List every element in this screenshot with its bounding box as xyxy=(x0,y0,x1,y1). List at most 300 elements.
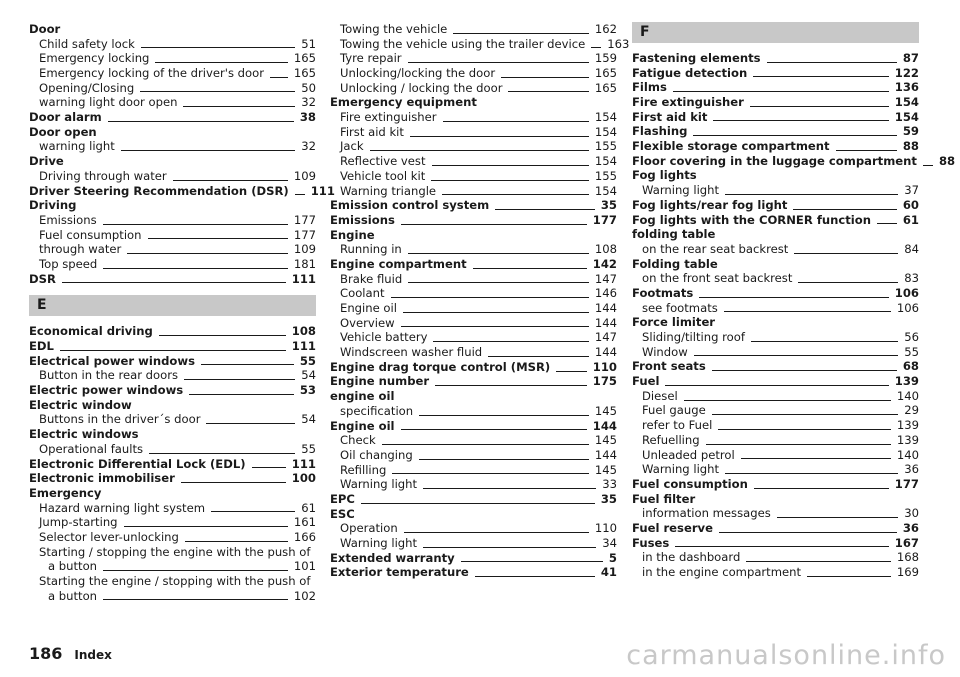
index-subentry xyxy=(330,477,617,492)
entry-term: Electrical power windows xyxy=(29,353,195,368)
leader-line xyxy=(183,106,295,107)
watermark: carmanualsonline.info xyxy=(626,640,946,671)
index-subentry xyxy=(29,368,316,383)
page-reference[interactable]: 177 xyxy=(592,212,617,227)
index-entry xyxy=(330,551,617,566)
index-subentry xyxy=(330,521,617,536)
entry-term: Fuel reserve xyxy=(632,520,713,535)
page-reference[interactable]: 55 xyxy=(904,344,919,359)
entry-term: Emissions xyxy=(39,212,97,227)
page-reference[interactable]: 181 xyxy=(293,256,316,271)
page-reference[interactable]: 139 xyxy=(896,418,919,433)
entry-term: Operation xyxy=(340,521,398,536)
index-entry xyxy=(632,374,919,389)
page-reference[interactable]: 84 xyxy=(904,241,919,256)
page-reference[interactable]: 145 xyxy=(594,433,617,448)
index-entry xyxy=(632,286,919,301)
index-subentry xyxy=(632,550,919,565)
page-reference[interactable]: 175 xyxy=(592,374,617,389)
index-entry xyxy=(29,339,316,354)
leader-line xyxy=(488,356,589,357)
leader-line xyxy=(124,526,288,527)
leader-line xyxy=(753,76,889,77)
page-reference[interactable]: 106 xyxy=(894,285,919,300)
leader-line xyxy=(693,135,896,136)
entry-term: Unleaded petrol xyxy=(642,447,735,462)
page-reference[interactable]: 51 xyxy=(301,36,316,51)
entry-term: Starting the engine / stopping with the push of xyxy=(39,574,311,589)
leader-line xyxy=(103,570,288,571)
page-reference[interactable]: 36 xyxy=(902,520,919,535)
index-entry xyxy=(632,536,919,551)
entry-term: Selector lever-unlocking xyxy=(39,529,179,544)
page-reference[interactable]: 37 xyxy=(904,183,919,198)
page-reference[interactable]: 146 xyxy=(594,286,617,301)
page-reference[interactable]: 144 xyxy=(594,447,617,462)
entry-term: Opening/Closing xyxy=(39,80,135,95)
index-subentry xyxy=(632,448,919,463)
page-reference[interactable]: 55 xyxy=(301,441,316,456)
index-subentry xyxy=(29,242,316,257)
index-subentry xyxy=(29,213,316,228)
index-entry xyxy=(29,110,316,125)
index-subentry xyxy=(29,81,316,96)
index-subentry xyxy=(330,169,617,184)
leader-line xyxy=(556,371,587,372)
entry-term: Emergency equipment xyxy=(330,95,477,110)
leader-line xyxy=(391,297,589,298)
page-reference[interactable]: 145 xyxy=(594,403,617,418)
leader-line xyxy=(121,150,295,151)
entry-term: Warning light xyxy=(642,462,720,477)
entry-term: Child safety lock xyxy=(39,36,135,51)
page-reference[interactable]: 88 xyxy=(938,153,956,168)
entry-term: Brake fluid xyxy=(340,271,403,286)
leader-line xyxy=(673,91,889,92)
entry-term: Front seats xyxy=(632,359,706,374)
page-reference[interactable]: 30 xyxy=(904,506,919,521)
index-entry xyxy=(632,153,956,169)
page-reference[interactable]: 162 xyxy=(594,21,617,36)
entry-term: Vehicle battery xyxy=(340,330,428,345)
index-subentry xyxy=(632,183,919,198)
entry-term: Starting / stopping the engine with the push of xyxy=(39,544,311,559)
entry-term: Fog lights/rear fog light xyxy=(632,197,788,212)
entry-term: Folding table xyxy=(632,256,718,271)
entry-term: Fatigue detection xyxy=(632,65,748,80)
index-entry xyxy=(29,324,316,339)
page-reference[interactable]: 154 xyxy=(894,95,919,110)
index-subentry xyxy=(632,330,919,345)
entry-term: Emissions xyxy=(330,212,395,227)
leader-line xyxy=(741,458,891,459)
page-reference[interactable]: 165 xyxy=(594,80,617,95)
index-subentry xyxy=(29,574,316,589)
entry-term: Warning light xyxy=(340,477,418,492)
page-reference[interactable]: 109 xyxy=(293,242,316,257)
leader-line xyxy=(201,364,294,365)
leader-line xyxy=(694,355,899,356)
page-reference[interactable]: 144 xyxy=(594,345,617,360)
entry-term: Electric windows xyxy=(29,427,139,442)
page-reference[interactable]: 111 xyxy=(291,456,316,471)
leader-line xyxy=(807,576,891,577)
section-letter: F xyxy=(632,22,919,43)
page-reference[interactable]: 155 xyxy=(594,168,617,183)
page-reference[interactable]: 83 xyxy=(904,271,919,286)
entry-term: Running in xyxy=(340,242,402,257)
index-entry xyxy=(29,154,316,169)
entry-term: Towing the vehicle xyxy=(340,21,448,36)
entry-term: Refuelling xyxy=(642,432,700,447)
leader-line xyxy=(798,282,898,283)
leader-line xyxy=(401,429,587,430)
index-subentry xyxy=(330,463,617,478)
page-reference[interactable]: 29 xyxy=(904,403,919,418)
index-entry xyxy=(632,198,919,213)
index-subentry xyxy=(632,404,919,419)
entry-term: Fog lights with the CORNER function xyxy=(632,212,871,227)
leader-line xyxy=(725,194,898,195)
page-reference[interactable]: 169 xyxy=(896,565,919,580)
index-subentry xyxy=(632,433,919,448)
page-reference[interactable]: 110 xyxy=(592,359,617,374)
entry-term: Door alarm xyxy=(29,110,102,125)
page-reference[interactable]: 33 xyxy=(602,477,617,492)
leader-line xyxy=(206,423,295,424)
index-subentry xyxy=(29,501,316,516)
index-subentry xyxy=(330,330,617,345)
leader-line xyxy=(719,532,897,533)
index-entry xyxy=(330,419,617,434)
entry-term: Fire extinguisher xyxy=(632,95,744,110)
page-reference[interactable]: 177 xyxy=(293,212,316,227)
leader-line xyxy=(591,47,601,48)
entry-term: Economical driving xyxy=(29,324,153,339)
entry-term: Emission control system xyxy=(330,198,490,213)
entry-term: Reflective vest xyxy=(340,154,426,169)
leader-line xyxy=(148,238,288,239)
page-reference[interactable]: 88 xyxy=(902,139,919,154)
index-column-3 xyxy=(632,22,956,580)
page-reference[interactable]: 139 xyxy=(894,374,919,389)
leader-line xyxy=(60,350,286,351)
page-reference[interactable]: 54 xyxy=(301,412,316,427)
page-reference[interactable]: 139 xyxy=(896,432,919,447)
page-reference[interactable]: 165 xyxy=(293,66,316,81)
page-reference[interactable]: 102 xyxy=(293,588,316,603)
index-subentry xyxy=(632,418,919,433)
index-entry xyxy=(330,198,617,213)
leader-line xyxy=(767,62,897,63)
leader-line xyxy=(408,282,589,283)
index-entry xyxy=(632,477,919,492)
entry-term: a button xyxy=(48,588,98,603)
page-reference[interactable]: 56 xyxy=(904,330,919,345)
leader-line xyxy=(725,473,898,474)
entry-term: Fog lights xyxy=(632,168,697,183)
leader-line xyxy=(706,444,891,445)
entry-term: Electronic immobiliser xyxy=(29,471,175,486)
page-reference[interactable]: 154 xyxy=(894,109,919,124)
page-reference[interactable]: 111 xyxy=(310,183,335,198)
entry-term: Drive xyxy=(29,154,64,169)
entry-term: Exterior temperature xyxy=(330,565,469,580)
entry-term: Door open xyxy=(29,124,97,139)
leader-line xyxy=(675,546,889,547)
index-entry xyxy=(632,110,919,125)
index-entry xyxy=(632,359,919,374)
leader-line xyxy=(877,223,897,224)
leader-line xyxy=(495,209,595,210)
index-entry xyxy=(29,22,316,37)
leader-line xyxy=(408,253,589,254)
index-subentry xyxy=(632,462,919,477)
index-entry xyxy=(29,354,316,369)
page-reference[interactable]: 32 xyxy=(301,95,316,110)
page-reference[interactable]: 161 xyxy=(293,515,316,530)
entry-term: Coolant xyxy=(340,286,385,301)
page-reference[interactable]: 168 xyxy=(896,550,919,565)
index-entry xyxy=(632,227,919,242)
index-subentry xyxy=(330,272,617,287)
page-reference[interactable]: 167 xyxy=(894,535,919,550)
leader-line xyxy=(750,106,889,107)
page-reference[interactable]: 154 xyxy=(594,154,617,169)
index-subentry xyxy=(632,506,919,521)
page-reference[interactable]: 35 xyxy=(600,491,617,506)
index-subentry xyxy=(29,530,316,545)
page-reference[interactable]: 147 xyxy=(594,330,617,345)
leader-line xyxy=(443,121,589,122)
leader-line xyxy=(836,150,897,151)
entry-term: Engine oil xyxy=(340,301,397,316)
page-reference[interactable]: 32 xyxy=(301,139,316,154)
page-reference[interactable]: 165 xyxy=(293,51,316,66)
entry-term: First aid kit xyxy=(340,124,404,139)
page-reference[interactable]: 144 xyxy=(594,301,617,316)
page-reference[interactable]: 87 xyxy=(902,50,919,65)
index-entry xyxy=(29,486,316,501)
index-column-1 xyxy=(29,21,335,603)
index-subentry xyxy=(632,271,919,286)
entry-term: in the engine compartment xyxy=(642,565,802,580)
leader-line xyxy=(149,453,295,454)
page-reference[interactable]: 136 xyxy=(894,80,919,95)
index-entry xyxy=(29,272,316,287)
entry-term: EPC xyxy=(330,491,355,506)
page-reference[interactable]: 53 xyxy=(299,383,316,398)
page-reference[interactable]: 111 xyxy=(291,339,316,354)
leader-line xyxy=(159,335,286,336)
entry-term: Warning light xyxy=(642,183,720,198)
leader-line xyxy=(712,414,899,415)
index-entry xyxy=(632,51,919,66)
entry-term: Extended warranty xyxy=(330,550,455,565)
entry-term: Vehicle tool kit xyxy=(340,168,426,183)
index-subentry xyxy=(330,125,617,140)
page-reference[interactable]: 60 xyxy=(902,197,919,212)
index-subentry xyxy=(330,81,617,96)
page-reference[interactable]: 159 xyxy=(594,51,617,66)
page-reference[interactable]: 142 xyxy=(592,256,617,271)
page-reference[interactable]: 54 xyxy=(301,368,316,383)
index-entry xyxy=(29,198,316,213)
index-entry xyxy=(632,124,919,139)
entry-term: folding table xyxy=(632,227,716,242)
page-reference[interactable]: 163 xyxy=(607,36,630,51)
leader-line xyxy=(718,429,890,430)
entry-term: Window xyxy=(642,344,688,359)
entry-term: engine oil xyxy=(330,389,395,404)
leader-line xyxy=(270,77,288,78)
page-reference[interactable]: 106 xyxy=(896,300,919,315)
page-reference[interactable]: 147 xyxy=(594,271,617,286)
entry-term: Engine oil xyxy=(330,418,395,433)
leader-line xyxy=(699,297,889,298)
page-reference[interactable]: 144 xyxy=(594,315,617,330)
page-reference[interactable]: 155 xyxy=(594,139,617,154)
index-subentry xyxy=(29,95,316,110)
index-entry xyxy=(330,228,617,243)
index-subentry xyxy=(632,565,919,580)
leader-line xyxy=(435,385,587,386)
index-subentry xyxy=(330,316,617,331)
index-entry xyxy=(29,427,316,442)
index-entry xyxy=(632,169,919,184)
entry-term: a button xyxy=(48,559,98,574)
page-reference[interactable]: 34 xyxy=(602,536,617,551)
page-reference[interactable]: 61 xyxy=(902,212,919,227)
page-reference[interactable]: 140 xyxy=(896,447,919,462)
page-reference[interactable]: 101 xyxy=(293,559,316,574)
entry-term: Driving through water xyxy=(39,168,167,183)
leader-line xyxy=(794,253,898,254)
page-reference[interactable]: 109 xyxy=(293,168,316,183)
index-entry xyxy=(330,95,617,110)
entry-term: Unlocking / locking the door xyxy=(340,80,503,95)
entry-term: Fuel gauge xyxy=(642,403,706,418)
index-subentry xyxy=(29,66,316,81)
index-entry xyxy=(632,315,919,330)
page-reference[interactable]: 59 xyxy=(902,124,919,139)
index-subentry xyxy=(330,51,617,66)
index-entry xyxy=(330,507,617,522)
index-subentry xyxy=(330,154,617,169)
page-reference[interactable]: 36 xyxy=(904,462,919,477)
page-reference[interactable]: 5 xyxy=(608,550,617,565)
entry-term: Footmats xyxy=(632,285,694,300)
page-reference[interactable]: 38 xyxy=(299,110,316,125)
leader-line xyxy=(189,394,294,395)
entry-term: DSR xyxy=(29,271,56,286)
page-reference[interactable]: 61 xyxy=(301,500,316,515)
leader-line xyxy=(401,326,589,327)
entry-term: Driver Steering Recommendation (DSR) xyxy=(29,183,289,198)
index-entry xyxy=(29,125,316,140)
leader-line xyxy=(295,194,305,195)
leader-line xyxy=(185,541,288,542)
leader-line xyxy=(754,488,889,489)
page-reference[interactable]: 154 xyxy=(594,183,617,198)
index-entry xyxy=(29,457,316,472)
entry-term: Force limiter xyxy=(632,315,716,330)
page-reference[interactable]: 166 xyxy=(293,529,316,544)
index-entry xyxy=(330,389,617,404)
index-subentry xyxy=(29,515,316,530)
leader-line xyxy=(108,121,294,122)
page-reference[interactable]: 165 xyxy=(594,66,617,81)
entry-term: Fire extinguisher xyxy=(340,110,437,125)
leader-line xyxy=(141,47,295,48)
entry-term: Jack xyxy=(340,139,364,154)
leader-line xyxy=(392,473,589,474)
page-footer xyxy=(29,644,112,663)
page-reference[interactable]: 145 xyxy=(594,462,617,477)
leader-line xyxy=(473,268,587,269)
index-subentry xyxy=(29,442,316,457)
page-reference[interactable]: 50 xyxy=(301,80,316,95)
page-reference[interactable]: 35 xyxy=(600,198,617,213)
leader-line xyxy=(62,282,286,283)
page-reference[interactable]: 140 xyxy=(896,388,919,403)
index-entry xyxy=(330,213,617,228)
index-column-2 xyxy=(330,21,630,580)
entry-term: Floor covering in the luggage compartment xyxy=(632,153,917,168)
page-reference[interactable]: 41 xyxy=(600,565,617,580)
page-reference[interactable]: 144 xyxy=(592,418,617,433)
leader-line xyxy=(501,77,589,78)
index-subentry xyxy=(29,228,316,243)
page-reference[interactable]: 154 xyxy=(594,110,617,125)
leader-line xyxy=(684,400,891,401)
page-reference[interactable]: 110 xyxy=(594,521,617,536)
page-reference[interactable]: 122 xyxy=(894,65,919,80)
leader-line xyxy=(382,444,589,445)
index-subentry xyxy=(29,37,316,52)
page-reference[interactable]: 111 xyxy=(291,271,316,286)
entry-term: Fuel filter xyxy=(632,491,696,506)
entry-term: Warning light xyxy=(340,536,418,551)
leader-line xyxy=(361,503,595,504)
entry-term: Sliding/tilting roof xyxy=(642,330,745,345)
leader-line xyxy=(431,180,589,181)
leader-line xyxy=(461,561,603,562)
page-reference[interactable]: 177 xyxy=(293,227,316,242)
leader-line xyxy=(508,91,588,92)
index-subentry xyxy=(330,140,617,155)
index-subentry xyxy=(29,169,316,184)
index-subentry xyxy=(330,433,617,448)
section-letter: E xyxy=(29,295,316,316)
index-subentry xyxy=(330,448,617,463)
entry-term: see footmats xyxy=(642,300,718,315)
index-entry xyxy=(632,521,919,536)
entry-term: Emergency locking xyxy=(39,51,150,66)
index-entry xyxy=(330,375,617,390)
page-reference[interactable]: 68 xyxy=(902,359,919,374)
leader-line xyxy=(211,511,295,512)
leader-line xyxy=(432,165,589,166)
page-reference[interactable]: 100 xyxy=(291,471,316,486)
index-entry xyxy=(632,213,919,228)
page-reference[interactable]: 108 xyxy=(291,324,316,339)
page-reference[interactable]: 177 xyxy=(894,476,919,491)
page-reference[interactable]: 108 xyxy=(594,242,617,257)
index-subentry xyxy=(330,184,617,199)
page-reference[interactable]: 154 xyxy=(594,124,617,139)
page-reference[interactable]: 55 xyxy=(299,353,316,368)
